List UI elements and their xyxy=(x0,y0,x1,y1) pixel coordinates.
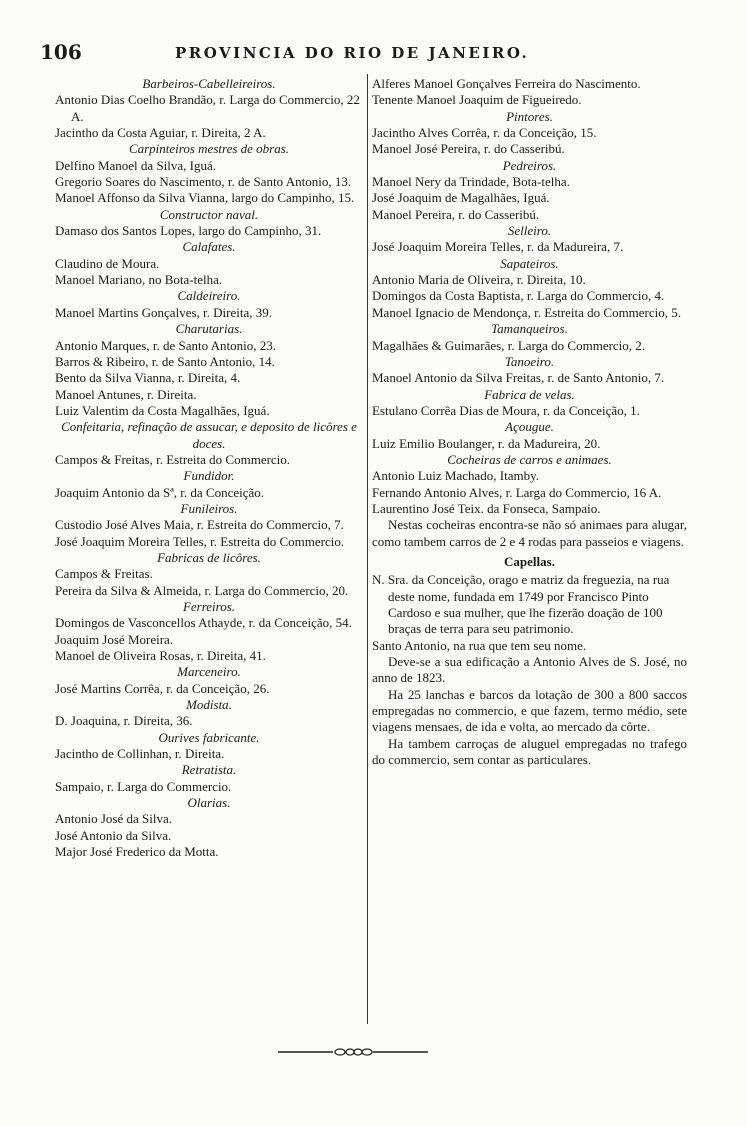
column-divider xyxy=(367,74,368,1024)
list-entry: Joaquim José Moreira. xyxy=(55,631,174,647)
list-entry: Barros & Ribeiro, r. de Santo Antonio, 14. xyxy=(55,353,275,369)
section-heading: Cocheiras de carros e animaes. xyxy=(447,451,612,467)
section-heading: Fundidor. xyxy=(183,468,235,484)
section-heading: Tamanqueiros. xyxy=(491,321,568,337)
list-entry: Jacintho da Costa Aguiar, r. Direita, 2 A. xyxy=(55,125,266,141)
list-entry: Joaquim Antonio da Sª, r. da Conceição. xyxy=(55,484,265,500)
section-heading: Confeitaria, refinação de assucar, e deposito de licôres e doces. xyxy=(61,419,357,451)
list-entry: Santo Antonio, na rua que tem seu nome. xyxy=(372,637,587,653)
section-heading: Selleiro. xyxy=(507,223,552,239)
list-entry: Antonio Luiz Machado, Itamby. xyxy=(372,468,540,484)
section-heading: Caldeireiro. xyxy=(177,288,241,304)
section-heading: Calafates. xyxy=(182,239,236,255)
list-entry: Campos & Freitas. xyxy=(55,566,153,582)
section-heading: Fabricas de licôres. xyxy=(157,549,261,565)
list-entry: Delfino Manoel da Silva, Iguá. xyxy=(55,157,217,173)
paragraph: Ha 25 lanchas e barcos da lotação de 300 a 800 saccos empregadas no commercio, e que fazem, termo médio, sete viagens mensaes, de ida e volta, ao mercado da côrte. xyxy=(372,686,687,735)
section-heading: Pedreiros. xyxy=(502,157,557,173)
list-entry: Magalhães & Guimarães, r. Larga do Commercio, 2. xyxy=(372,337,646,353)
list-entry: Antonio Marques, r. de Santo Antonio, 23. xyxy=(55,337,276,353)
list-entry: Jacintho Alves Corrêa, r. da Conceição, 15. xyxy=(372,125,597,141)
list-entry: Manoel Antonio da Silva Freitas, r. de Santo Antonio, 7. xyxy=(372,370,665,386)
list-entry: José Joaquim de Magalhães, Iguá. xyxy=(372,190,550,206)
list-entry: José Joaquim Moreira Telles, r. da Madureira, 7. xyxy=(372,239,624,255)
section-heading: Constructor naval. xyxy=(159,206,259,222)
list-entry: Campos & Freitas, r. Estreita do Commercio. xyxy=(55,451,291,467)
section-heading: Marceneiro. xyxy=(177,664,241,680)
bold-section-heading: Capellas. xyxy=(504,553,555,569)
section-heading: Retratista. xyxy=(181,762,237,778)
list-entry: N. Sra. da Conceição, orago e matriz da freguezia, na rua deste nome, fundada em 1749 por Francisco Pinto Cardoso e sua mulher, que lhe fizerão doação de 100 braças de terra para seu patrimonio. xyxy=(372,572,670,637)
list-entry: Manoel Affonso da Silva Vianna, largo do Campinho, 15. xyxy=(55,190,355,206)
left-column xyxy=(55,76,363,861)
section-heading: Ourives fabricante. xyxy=(158,729,260,745)
list-entry: Domingos de Vasconcellos Athayde, r. da Conceição, 54. xyxy=(55,615,352,631)
list-entry: José Joaquim Moreira Telles, r. Estreita do Commercio. xyxy=(55,533,345,549)
list-entry: Antonio Maria de Oliveira, r. Direita, 10. xyxy=(372,272,586,288)
list-entry: Alferes Manoel Gonçalves Ferreira do Nascimento. xyxy=(372,76,641,91)
list-entry: Manoel Martins Gonçalves, r. Direita, 39. xyxy=(55,304,272,320)
list-entry: Damaso dos Santos Lopes, largo do Campinho, 31. xyxy=(55,223,322,239)
right-column xyxy=(372,76,687,768)
end-ornament-icon xyxy=(278,1046,428,1058)
page-number: 106 xyxy=(40,40,82,64)
list-entry: Manoel Ignacio de Mendonça, r. Estreita do Commercio, 5. xyxy=(372,304,682,320)
paragraph: Ha tambem carroças de aluguel empregadas no trafego do commercio, sem contar as particulares. xyxy=(372,735,687,768)
list-entry: Estulano Corrêa Dias de Moura, r. da Conceição, 1. xyxy=(372,402,640,418)
list-entry: Claudino de Moura. xyxy=(55,255,160,271)
page-header xyxy=(40,40,700,70)
section-heading: Tanoeiro. xyxy=(504,353,555,369)
paragraph: Deve-se a sua edificação a Antonio Alves de S. José, no anno de 1823. xyxy=(372,654,687,686)
list-entry: Custodio José Alves Maia, r. Estreita do Commercio, 7. xyxy=(55,517,344,533)
section-heading: Modista. xyxy=(186,697,232,713)
paragraph: Nestas cocheiras encontra-se não só animaes para alugar, como tambem carros de 2 e 4 rodas para passeios e viagens. xyxy=(372,517,687,549)
list-entry: Manoel Pereira, r. do Casseribú. xyxy=(372,206,540,222)
list-entry: Manoel Nery da Trindade, Bota-telha. xyxy=(372,174,570,190)
list-entry: D. Joaquina, r. Direita, 36. xyxy=(55,713,193,729)
section-heading: Sapateiros. xyxy=(500,255,559,271)
list-entry: Manoel de Oliveira Rosas, r. Direita, 41. xyxy=(55,648,266,664)
list-entry: Fernando Antonio Alves, r. Larga do Commercio, 16 A. xyxy=(372,484,662,500)
list-entry: Manoel Mariano, no Bota-telha. xyxy=(55,272,223,288)
section-heading: Açougue. xyxy=(505,419,554,435)
page-title: PROVINCIA DO RIO DE JANEIRO. xyxy=(175,44,530,62)
list-entry: Major José Frederico da Motta. xyxy=(55,844,219,860)
section-heading: Ferreiros. xyxy=(182,599,236,614)
list-entry: José Antonio da Silva. xyxy=(55,827,172,843)
section-heading: Fabrica de velas. xyxy=(484,386,575,402)
list-entry: Gregorio Soares do Nascimento, r. de Santo Antonio, 13. xyxy=(55,174,352,190)
list-entry: Manoel José Pereira, r. do Casseribú. xyxy=(372,141,565,157)
section-heading: Charutarias. xyxy=(175,321,243,337)
list-entry: Luiz Valentim da Costa Magalhães, Iguá. xyxy=(55,402,270,418)
section-heading: Funileiros. xyxy=(180,500,238,516)
list-entry: Pereira da Silva & Almeida, r. Larga do Commercio, 20. xyxy=(55,582,349,598)
section-heading: Barbeiros-Cabelleireiros. xyxy=(142,76,276,91)
list-entry: Antonio Dias Coelho Brandão, r. Larga do Commercio, 22 A. xyxy=(55,92,360,124)
section-heading: Pintores. xyxy=(506,108,553,124)
list-entry: José Martins Corrêa, r. da Conceição, 26. xyxy=(55,680,270,696)
list-entry: Manoel Antunes, r. Direita. xyxy=(55,386,197,402)
list-entry: Tenente Manoel Joaquim de Figueiredo. xyxy=(372,92,582,108)
list-entry: Bento da Silva Vianna, r. Direita, 4. xyxy=(55,370,241,386)
section-heading: Olarias. xyxy=(187,795,231,811)
list-entry: Antonio José da Silva. xyxy=(55,811,172,827)
list-entry: Domingos da Costa Baptista, r. Larga do Commercio, 4. xyxy=(372,288,665,304)
section-heading: Carpinteiros mestres de obras. xyxy=(128,141,290,157)
list-entry: Sampaio, r. Larga do Commercio. xyxy=(55,778,232,794)
list-entry: Laurentino José Teix. da Fonseca, Sampaio. xyxy=(372,500,601,516)
list-entry: Jacintho de Collinhan, r. Direita. xyxy=(55,746,225,762)
list-entry: Luiz Emilio Boulanger, r. da Madureira, 20. xyxy=(372,435,601,451)
